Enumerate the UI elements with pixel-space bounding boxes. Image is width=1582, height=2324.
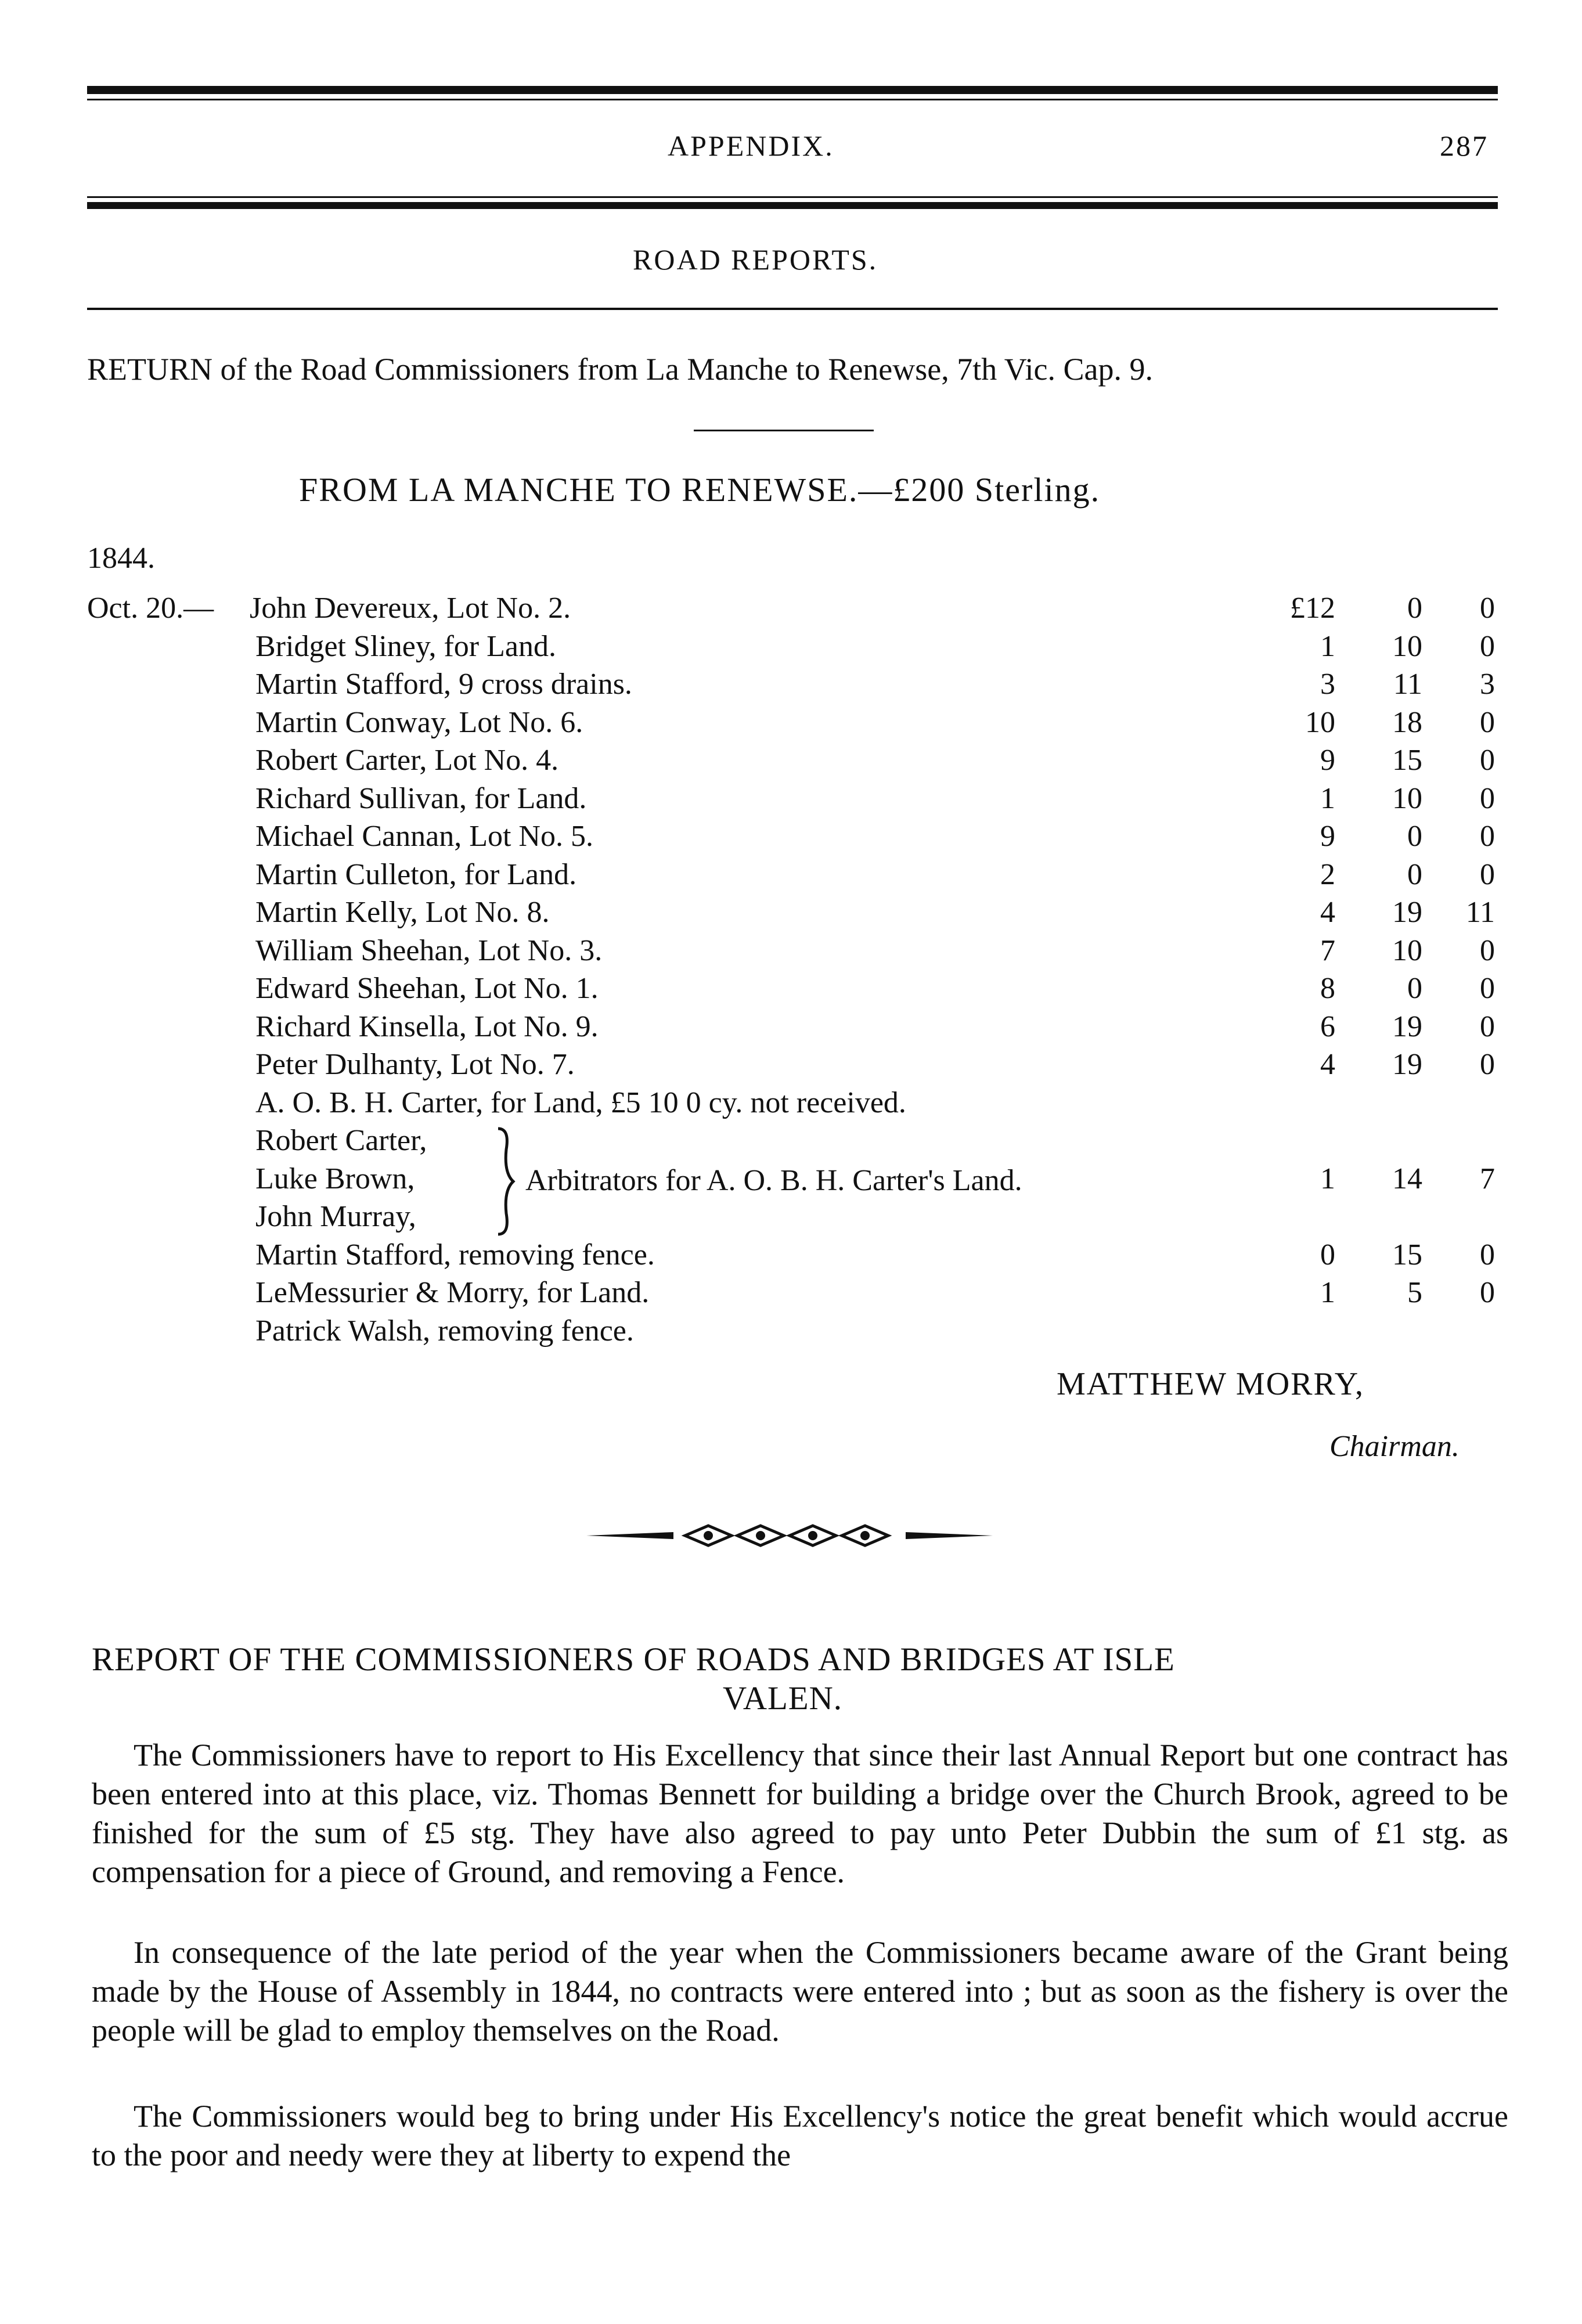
amount-pence: 0 bbox=[1480, 1276, 1495, 1309]
header-rule-thin bbox=[87, 196, 1498, 198]
entry-name: William Sheehan, Lot No. 3. bbox=[255, 934, 603, 967]
amount-pence: 0 bbox=[1480, 934, 1495, 967]
amount-pounds: 1 bbox=[1320, 782, 1335, 815]
amount-pounds: 2 bbox=[1320, 858, 1335, 891]
entry-name: A. O. B. H. Carter, for Land, £5 10 0 cy. not received. bbox=[255, 1086, 906, 1119]
entry-name: Richard Kinsella, Lot No. 9. bbox=[255, 1010, 599, 1043]
section-rule bbox=[87, 308, 1498, 310]
amount-pence: 0 bbox=[1480, 592, 1495, 625]
amount-shillings: 10 bbox=[1392, 934, 1422, 967]
top-rule-thin bbox=[87, 99, 1498, 100]
amount-pence: 0 bbox=[1480, 630, 1495, 663]
amount-pounds: 3 bbox=[1320, 668, 1335, 701]
top-rule-thick bbox=[87, 86, 1498, 94]
return-title: RETURN of the Road Commissioners from La Manche to Renewse, 7th Vic. Cap. 9. bbox=[87, 352, 1153, 387]
amount-shillings: 5 bbox=[1407, 1276, 1422, 1309]
entry-name: Michael Cannan, Lot No. 5. bbox=[255, 820, 593, 853]
entry-name: Richard Sullivan, for Land. bbox=[255, 782, 587, 815]
amount-pounds: £12 bbox=[1290, 592, 1335, 625]
section-title: ROAD REPORTS. bbox=[633, 243, 878, 276]
signature-name: MATTHEW MORRY, bbox=[1057, 1366, 1365, 1402]
amount-pounds: 8 bbox=[1320, 972, 1335, 1005]
header-rule-thick bbox=[87, 202, 1498, 209]
amount-shillings: 10 bbox=[1392, 782, 1422, 815]
amount-pence: 3 bbox=[1480, 668, 1495, 701]
amount-shillings: 19 bbox=[1392, 1010, 1422, 1043]
amount-pence: 0 bbox=[1480, 744, 1495, 777]
brace-icon bbox=[493, 1126, 517, 1237]
amount-pounds: 9 bbox=[1320, 744, 1335, 777]
arbitrators-note: Arbitrators for A. O. B. H. Carter's Land. bbox=[525, 1164, 1022, 1197]
report-title-line1: REPORT OF THE COMMISSIONERS OF ROADS AND BRIDGES AT ISLE bbox=[92, 1641, 1175, 1678]
report-title-line2: VALEN. bbox=[723, 1680, 843, 1717]
entry-name: Martin Stafford, removing fence. bbox=[255, 1238, 655, 1271]
amount-pounds: 4 bbox=[1320, 1048, 1335, 1081]
amount-pence: 0 bbox=[1480, 782, 1495, 815]
amount-shillings: 19 bbox=[1392, 1048, 1422, 1081]
amount-pence: 0 bbox=[1480, 972, 1495, 1005]
entry-name: Patrick Walsh, removing fence. bbox=[255, 1314, 634, 1347]
amount-pounds: 1 bbox=[1320, 1276, 1335, 1309]
ornament-icon bbox=[586, 1521, 993, 1550]
entry-name: Martin Culleton, for Land. bbox=[255, 858, 577, 891]
subheading: FROM LA MANCHE TO RENEWSE.—£200 Sterling. bbox=[299, 471, 1101, 509]
date: Oct. 20.— bbox=[87, 592, 214, 625]
amount-pence: 7 bbox=[1480, 1162, 1495, 1195]
amount-shillings: 18 bbox=[1392, 706, 1422, 739]
amount-pence: 0 bbox=[1480, 858, 1495, 891]
amount-shillings: 15 bbox=[1392, 744, 1422, 777]
amount-shillings: 10 bbox=[1392, 630, 1422, 663]
entry-name: Peter Dulhanty, Lot No. 7. bbox=[255, 1048, 575, 1081]
amount-pounds: 1 bbox=[1320, 1162, 1335, 1195]
amount-pounds: 7 bbox=[1320, 934, 1335, 967]
entry-name: Robert Carter, bbox=[255, 1124, 427, 1157]
amount-pounds: 9 bbox=[1320, 820, 1335, 853]
amount-shillings: 15 bbox=[1392, 1238, 1422, 1271]
entry-name: Martin Conway, Lot No. 6. bbox=[255, 706, 583, 739]
amount-pence: 0 bbox=[1480, 820, 1495, 853]
year: 1844. bbox=[87, 542, 155, 575]
amount-pence: 11 bbox=[1465, 896, 1495, 929]
amount-pounds: 4 bbox=[1320, 896, 1335, 929]
entry-name: John Murray, bbox=[255, 1200, 416, 1233]
amount-pounds: 1 bbox=[1320, 630, 1335, 663]
paragraph-3: The Commissioners would beg to bring under His Excellency's notice the great benefit which would accrue to the poor and needy were they at liberty to expend the bbox=[92, 2099, 1508, 2172]
amount-pence: 0 bbox=[1480, 1048, 1495, 1081]
amount-shillings: 0 bbox=[1407, 972, 1422, 1005]
amount-pence: 0 bbox=[1480, 706, 1495, 739]
entry-name: Edward Sheehan, Lot No. 1. bbox=[255, 972, 599, 1005]
page-number: 287 bbox=[1440, 129, 1489, 162]
entry-name: Luke Brown, bbox=[255, 1162, 415, 1195]
amount-shillings: 11 bbox=[1393, 668, 1422, 701]
entry-name: LeMessurier & Morry, for Land. bbox=[255, 1276, 650, 1309]
amount-pence: 0 bbox=[1480, 1238, 1495, 1271]
short-rule bbox=[694, 430, 874, 431]
entry-name: Martin Stafford, 9 cross drains. bbox=[255, 668, 632, 701]
amount-pence: 0 bbox=[1480, 1010, 1495, 1043]
amount-pounds: 6 bbox=[1320, 1010, 1335, 1043]
amount-shillings: 14 bbox=[1392, 1162, 1422, 1195]
amount-shillings: 19 bbox=[1392, 896, 1422, 929]
amount-shillings: 0 bbox=[1407, 820, 1422, 853]
entry-name: Martin Kelly, Lot No. 8. bbox=[255, 896, 550, 929]
entry-name: Bridget Sliney, for Land. bbox=[255, 630, 556, 663]
paragraph-1: The Commissioners have to report to His Excellency that since their last Annual Report but one contract has been entered into at this place, viz. Thomas Bennett for building a bridge over the Church Brook, agreed to be finished for the sum of £5 stg. They have also agreed to pay unto Peter Dubbin the sum of £1 stg. as compensation for a piece of Ground, and removing a Fence. bbox=[92, 1738, 1508, 1889]
signature-title: Chairman. bbox=[1329, 1430, 1460, 1463]
amount-shillings: 0 bbox=[1407, 858, 1422, 891]
entry-name: John Devereux, Lot No. 2. bbox=[250, 592, 571, 625]
amount-shillings: 0 bbox=[1407, 592, 1422, 625]
amount-pounds: 10 bbox=[1305, 706, 1335, 739]
amount-pounds: 0 bbox=[1320, 1238, 1335, 1271]
entry-name: Robert Carter, Lot No. 4. bbox=[255, 744, 559, 777]
running-head: APPENDIX. bbox=[668, 129, 834, 162]
paragraph-2: In consequence of the late period of the year when the Commissioners became aware of the Grant being made by the House of Assembly in 1844, no contracts were entered into ; but as soon as the fishery is over the people will be glad to employ themselves on the Road. bbox=[92, 1935, 1508, 2048]
